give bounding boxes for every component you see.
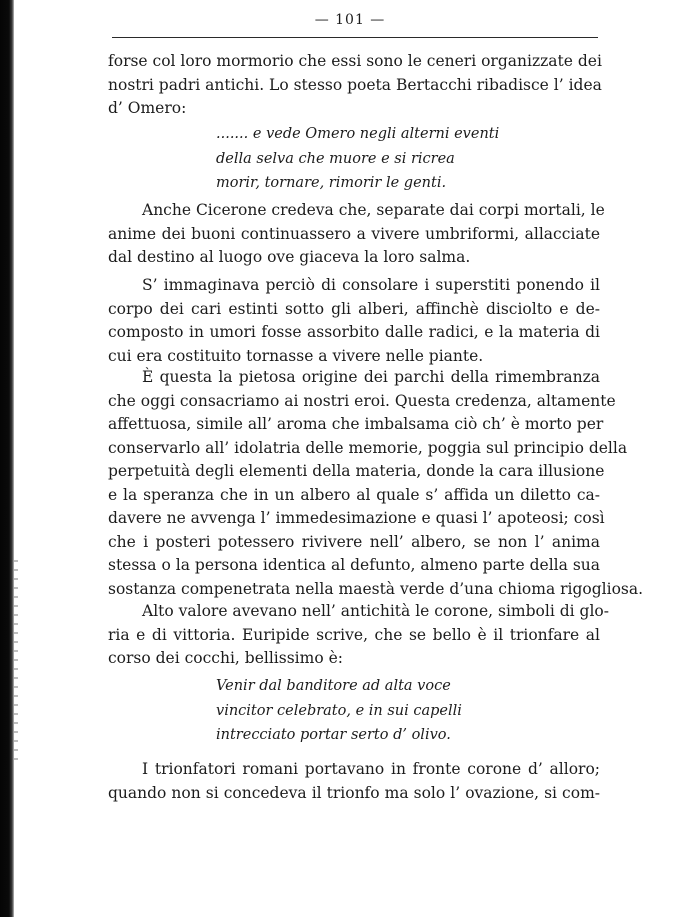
verse-quote-2 (216, 674, 462, 748)
text-line: d’ Omero: (108, 99, 187, 117)
text-line: che i posteri potessero rivivere nell’ albero, se non l’ anima (108, 532, 600, 551)
text-line: nostri padri antichi. Lo stesso poeta Bertacchi ribadisce l’ idea (108, 75, 602, 94)
text-line: ria e di vittoria. Euripide scrive, che se bello è il trionfare al (108, 625, 600, 644)
text-line: composto in umori fosse assorbito dalle radici, e la materia di (108, 323, 600, 341)
text-line: corso dei cocchi, bellissimo è: (108, 649, 343, 667)
text-line: S’ immaginava perciò di consolare i superstiti ponendo il (142, 276, 600, 294)
text-line: forse col loro mormorio che essi sono le ceneri organizzate dei (108, 52, 602, 70)
text-line: davere ne avvenga l’ immedesimazione e quasi l’ apoteosi; così (108, 509, 605, 527)
paragraph-6 (108, 758, 600, 805)
text-line: Anche Cicerone credeva che, separate dai corpi mortali, le (142, 201, 605, 219)
paragraph-1 (108, 50, 600, 121)
text-line: affettuosa, simile all’ aroma che imbalsama ciò ch’ è morto per (108, 415, 604, 433)
text-line: anime dei buoni continuassero a vivere umbriformi, allacciate (108, 224, 600, 243)
page-number: — 101 — (314, 12, 386, 28)
paragraph-4 (108, 366, 644, 601)
text-line: corpo dei cari estinti sotto gli alberi, affinchè disciolto e de- (108, 299, 600, 318)
text-line: dal destino al luogo ove giaceva la loro salma. (108, 248, 471, 266)
header-rule (112, 37, 598, 38)
binding-speckle (14, 560, 18, 760)
verse-line: intrecciato portar serto d’ olivo. (216, 727, 451, 743)
verse-line: morir, tornare, rimorir le genti. (216, 175, 447, 191)
verse-line: Venir dal banditore ad alta voce (216, 678, 451, 694)
text-line: stessa o la persona identica al defunto, almeno parte della sua (108, 556, 600, 574)
text-line: I trionfatori romani portavano in fronte corone d’ alloro; (142, 760, 600, 778)
text-line: e la speranza che in un albero al quale s’ affida un diletto ca- (108, 485, 600, 504)
verse-line: ....... e vede Omero negli alterni eventi (216, 126, 500, 142)
text-line: conservarlo all’ idolatria delle memorie, poggia sul principio della (108, 438, 628, 457)
scanned-binding-edge (0, 0, 14, 917)
text-line: che oggi consacriamo ai nostri eroi. Questa credenza, altamente (108, 391, 616, 410)
text-line: È questa la pietosa origine dei parchi della rimembranza (142, 368, 600, 386)
verse-line: vincitor celebrato, e in sui capelli (216, 702, 462, 719)
text-line: quando non si concedeva il trionfo ma solo l’ ovazione, si com- (108, 783, 600, 802)
text-line: perpetuità degli elementi della materia, donde la cara illusione (108, 462, 605, 480)
paragraph-5 (108, 600, 609, 671)
paragraph-3 (108, 274, 600, 368)
verse-quote-1 (216, 122, 499, 196)
verse-line: della selva che muore e si ricrea (216, 150, 455, 167)
text-line: sostanza compenetrata nella maestà verde d’una chioma rigogliosa. (108, 579, 644, 598)
text-line: Alto valore avevano nell’ antichità le corone, simboli di glo- (142, 602, 609, 620)
text-line: cui era costituito tornasse a vivere nelle piante. (108, 346, 484, 365)
paragraph-2 (108, 199, 605, 270)
